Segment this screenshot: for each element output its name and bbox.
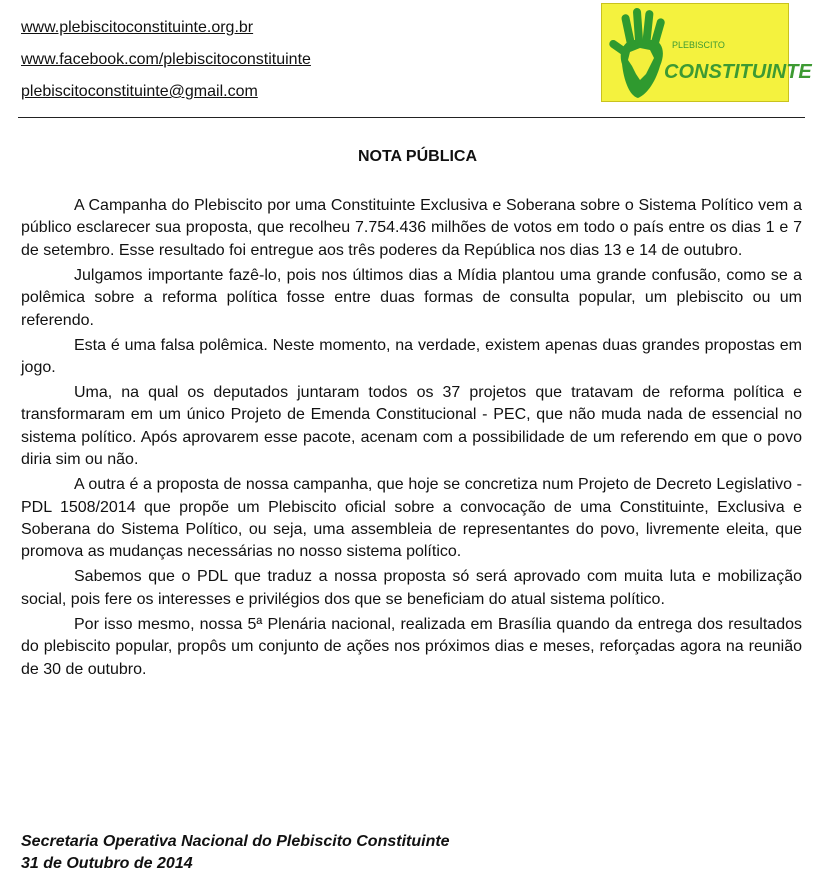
email-link[interactable]: plebiscitoconstituinte@gmail.com xyxy=(21,83,258,100)
website-link[interactable]: www.plebiscitoconstituinte.org.br xyxy=(21,19,254,36)
paragraph: Esta é uma falsa polêmica. Neste momento, na verdade, existem apenas duas grandes propostas em jogo. xyxy=(21,336,802,377)
facebook-link[interactable]: www.facebook.com/plebiscitoconstituinte xyxy=(21,51,311,68)
paragraph: Sabemos que o PDL que traduz a nossa proposta só será aprovado com muita luta e mobilização social, pois fere os interesses e privilégios dos que se beneficiam do atual sistema político. xyxy=(21,568,802,608)
signature-block xyxy=(21,831,450,875)
document-title: NOTA PÚBLICA xyxy=(357,148,478,165)
paragraph: Julgamos importante fazê-lo, pois nos últimos dias a Mídia plantou uma grande confusão, como se a polêmica sobre a reforma política fosse entre duas formas de consulta popular, um plebiscito ou um referendo. xyxy=(21,266,802,329)
logo-small-text: PLEBISCITO xyxy=(672,40,725,50)
paragraph: A Campanha do Plebiscito por uma Constituinte Exclusiva e Soberana sobre o Sistema Político vem a público esclarecer sua proposta, que recolheu 7.754.436 milhões de votos em todo o país entre os dias 1 e 7 de setembro. Esse resultado foi entregue aos três poderes da República nos dias 13 e 14 de outubro. xyxy=(21,197,802,259)
document-body xyxy=(21,195,802,684)
paragraph: Por isso mesmo, nossa 5ª Plenária nacional, realizada em Brasília quando da entrega dos resultados do plebiscito popular, propôs um conjunto de ações nos próximos dias e meses, reforçadas agora na reunião de 30 de outubro. xyxy=(21,615,802,678)
logo-graphic xyxy=(602,4,812,101)
green-hand-brazil-map-icon xyxy=(608,8,666,98)
signature-date: 31 de Outubro de 2014 xyxy=(21,855,193,872)
signature-organization: Secretaria Operativa Nacional do Plebiscito Constituinte xyxy=(21,833,450,850)
logo-big-text: CONSTITUINTE xyxy=(664,61,812,83)
paragraph: Uma, na qual os deputados juntaram todos os 37 projetos que tratavam de reforma política e transformaram em um único Projeto de Emenda Constitucional - PEC, que não muda nada de essencial no sistema político. Após aprovarem esse pacote, acenam com a possibilidade de um referendo em que o povo diria sim ou não. xyxy=(21,384,802,469)
header-divider xyxy=(18,117,805,118)
paragraph: A outra é a proposta de nossa campanha, que hoje se concretiza num Projeto de Decreto Legislativo - PDL 1508/2014 que propõe um Plebiscito oficial sobre a convocação de uma Constituinte, Exclusiva e Soberana do Sistema Político, ou seja, uma assembleia de representantes do povo, livremente eleita, que promova as mudanças necessárias no nosso sistema político. xyxy=(21,476,802,561)
plebiscito-constituinte-logo xyxy=(601,3,812,102)
header-links xyxy=(21,20,311,116)
